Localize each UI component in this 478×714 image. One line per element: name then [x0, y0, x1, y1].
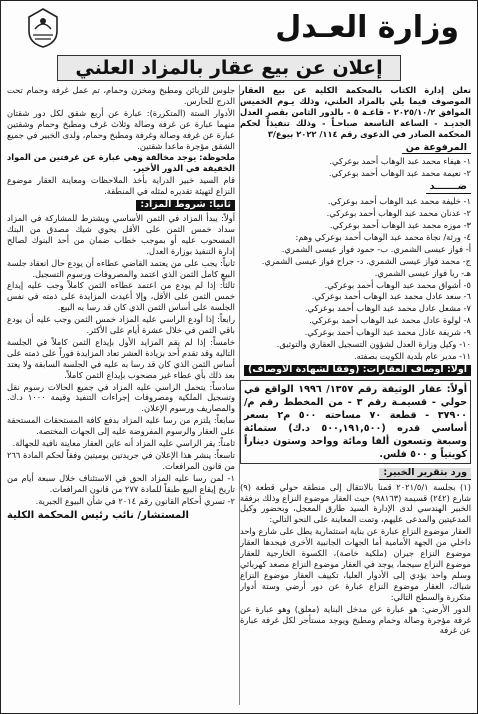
list-item: ٣- موزه محمد عبد الوهاب أحمد بوعركي. [329, 219, 471, 230]
kuwait-emblem-icon [25, 7, 61, 49]
expert-report-heading: ورد بتقرير الخبير: [379, 468, 471, 480]
plaintiffs-heading: المرفوعة من [402, 143, 471, 155]
list-item: ٩- شريفة عادل محمد عبد الوهاب أحمد بوعركي. [304, 327, 471, 338]
right-column [240, 85, 471, 705]
list-item: ١١- مدير عام بلدية الكويت بصفته. [353, 350, 471, 361]
term-item: تاسعاً: ينشر هذا الإعلان في جريدتين يوميتين وفقاً لحكم المادة ٢٦٦ من قانون المرافعات. [7, 450, 235, 471]
signature: المستشار/ نائب رئيس المحكمة الكلية [7, 509, 189, 521]
list-item: ٧- مشعل عادل محمد عبد الوهاب أحمد بوعركي. [304, 303, 471, 314]
list-item: ٤- ورثة/ نجاة محمد عبد الوهاب أحمد بوعركي وهم: [295, 231, 471, 242]
defendants-list [240, 196, 471, 362]
list-item: ج- محمد فواز عيسى الشمري. د- جراح فواز عيسى الشمري. [261, 255, 471, 266]
list-item: ٥- أشواق محمد عبد الوهاب أحمد بوعركي. [324, 279, 471, 290]
intro-paragraph: تعلن إدارة الكتاب بالمحكمة الكلية عن بيع العقار الموصوف فيما يلي بالمزاد العلني، وذلك يـوم الخميس الموافق ٢٠٢٥/١٠/٢ - قاعـة ٥ - بالدور الثامن بقصر العدل الجديـد - الساعة التاسعة صباحـاً - وذلك تنفيذاً لحكم المحكمة الصادر في الدعوى رقم ١١٤/ ٢٠٢٢ بيوع/٣ [240, 85, 471, 139]
list-item: هـ- ريا فواز عيسى الشمري. [374, 267, 471, 278]
list-item: ١- هيفاء محمد عبد الوهاب أحمد بوعركي. [329, 156, 471, 167]
expert-report-text: (١) بجلسة ٢٠٢١/٥/١ قمنا بالانتقال إلى منطقة حولي قطعة (٩) شارع (٢٤٢) قسيمة (٩٨١٦٣) حيث العقار موضوع النزاع وذلك برفقة الخبير الهندسي لدى الإدارة السيد طارق المعجل، وبحضور وكيل المدعيتين والمدعى عليهم، وتمت المعاينة على النحو التالي: [240, 481, 471, 525]
defendants-heading: ضـــــــد [426, 182, 471, 194]
term-item: ثامناً: يقر الراسي عليه المزاد أنه عاين العقار معاينة نافية للجهالة. [12, 438, 235, 449]
term-item: أولاً: يبدأ المزاد في الثمن الأساسي ويشترط للمشاركة في المزاد سداد خمس الثمن على الأقل يحوي شيك مصدق من البنك المسحوب عليه أو بموجب خطاب ضمان من أحد البنوك لصالح إدارة التنفيذ بوزارة العدل. [7, 212, 235, 256]
term-item: ثالثاً: إذا لم يودع من اعتمد عطاءه الثمن كاملاً وجب عليه إيداع خمس الثمن على الأقل، وإلا أعيدت المزايدة على ذمته في نفس الجلسة على أساس الثمن الذي كان قد رسا به البيع. [7, 280, 235, 313]
term-item: رابعاً: إذا أودع الراسي عليه المزاد خمس الثمن وجب عليه أن يودع باقي الثمن في خلال عشرة أيام على الأكثر. [7, 314, 235, 336]
list-item: ٢- نعيمة محمد عبد الوهاب أحمد بوعركي. [328, 168, 471, 179]
list-item: ٦- سعد عادل محمد عبد الوهاب أحمد بوعركي. [311, 291, 471, 302]
list-item: ٨- لولوة عادل محمد عبد الوهاب أحمد بوعركي. [309, 315, 471, 326]
auction-terms-list [7, 213, 235, 507]
announcement-title: إعلان عن بيع عقار بالمزاد العلني [57, 55, 401, 81]
term-item: ١- لمن رسا عليه المزاد الحق في الاستئناف خلال سبعة أيام من تاريخ إيقاع البيع طبقاً للمادة ٢٧٧ من قانون المرافعات. [7, 472, 235, 494]
term-item: ثانياً: يجب على من يعتمد القاضي عطاءه أن يودع حال انعقاد جلسة البيع كامل الثمن الذي اعتمد والمصروفات ورسوم التسجيل. [7, 257, 235, 279]
violation-note: ملحوظة: يوجد مخالفة وهي عبارة عن غرفتين من المواد الخفيفة في الدور الأخير. [7, 152, 235, 174]
ministry-name: وزارة العـدل [275, 10, 459, 45]
term-item: سادساً: يتحمل الراسي عليه المزاد في جميع الحالات رسوم نقل وتسجيل الملكية ومصروفات إجراءات التنفيذ وقيمة ١٠٠٠ د.ك. والمصاريف ورسوم الإعلان. [7, 381, 235, 414]
list-item: ٢- عدنان محمد عبد الوهاب أحمد بوعركي. [326, 208, 471, 219]
expert-close: قام السيد خبير الدراية بأخذ الملاحظات ومعاينة العقار موضوع النزاع لتهيئة تقديره لمثله في المنطقة. [7, 175, 235, 197]
term-item: خامساً: إذا لم يقم المزايد الأول بإيداع الثمن كاملاً في الجلسة التالية وقد تقدم أحد بزيادة العشر تعاد المزايدة فوراً على ذمته على أساس الثمن الذي كان قد رسا به عليه في الجلسة السابقة ولا يعتد بعد ذلك بأي عطاء غير مصحوب بإيداع الثمن كاملاً. [7, 336, 235, 380]
property-description-heading: أولاً: أوصاف العقارات: (وفقاً لشهادة الأوصاف) [244, 365, 471, 376]
floors-description: الأدوار الستة (المتكررة): عبارة عن أربع شقق لكل دور شقتان منهما عبارة عن غرفة وصالة وثلاث غرف ومطبخ وحمام وشقتين عبارة عن غرفة وصالة وغرفة ومطبخ وحمام، ولدى الخبير في جميع الشقق مؤجرة ماعدا شقتين. [7, 107, 235, 151]
list-item: ١٠- وكيل وزارة العدل لشؤون التسجيل العقاري والتوثيق. [276, 339, 471, 350]
header [5, 5, 475, 53]
list-item: أ- فواز عيسى الشمري. ب- حمود فواز عيسى الشمري. [281, 243, 471, 254]
ground-floor-description: الدور الأرضي: هو عبارة عن مدخل البناية (معلق) وهو عبارة عن غرفة مؤجرة وصالة وحمام ومطبخ ويوجد مستأجر لكل غرفة عبارة عن غرفة [240, 603, 471, 636]
property-findings: العقار موضوع النزاع عبارة عن بناية استثمارية يطل على شارع واحد داخلي من الجهة الأمامية أما الجهات الجانبية الأخرى فيحدها العقار موضوع النزاع جيران (ملكية خاصة)، الكسوة الخارجية للعقار موضوع النزاع سيجما، يوجد في العقار موضوع النزاع مصعد كهربائي وسلم واحد يؤدي إلى الأدوار العليا، تكييف العقار موضوع النزاع شباك، العقار موضوع النزاع عبارة عن دور أرضي وستة أدوار متكررة والسطح التالي: [240, 526, 471, 602]
auction-terms-heading: ثانياً: شروط المزاد: [136, 200, 235, 211]
term-item: ٢- تسري أحكام القانون رقم ٢٠١٤ في شأن البيوع الجبرية. [35, 495, 235, 506]
property-details-box: أولاً: عقار الوثيقة رقم ١٣٥٧/ ١٩٩٦ الواقع في حولي - قسيمـة رقم ٣ - من المخطط رقم م/ ٣٧٩٠٠ - قطعة ٧٠ مساحته ٥٠٠ م٢ بسعر أساسي قدره (٥٠٠,١٩١,٥٠٠ د.ك) ستمائة وسبعة وتسعون ألفا ومائة وواحد وستون ديناراً كويتياً و ٥٠٠ فلس. [240, 380, 471, 464]
continuation-paragraph: جلوس للزبائن ومطبخ ومخزن وحمام، تم عمل غرفة وحمام تحت الدرج للحارس. [7, 85, 235, 106]
term-item: سابعاً: يلتزم من رسا عليه المزاد بدفع كافة المستحقات المستحقة على العقار والرسوم المفروضة عليه إلى الجهات المختصة. [7, 415, 235, 437]
plaintiffs-list [240, 156, 471, 179]
list-item: ١- خليفة محمد عبد الوهاب أحمد بوعركي. [327, 196, 471, 207]
left-column [7, 85, 235, 705]
